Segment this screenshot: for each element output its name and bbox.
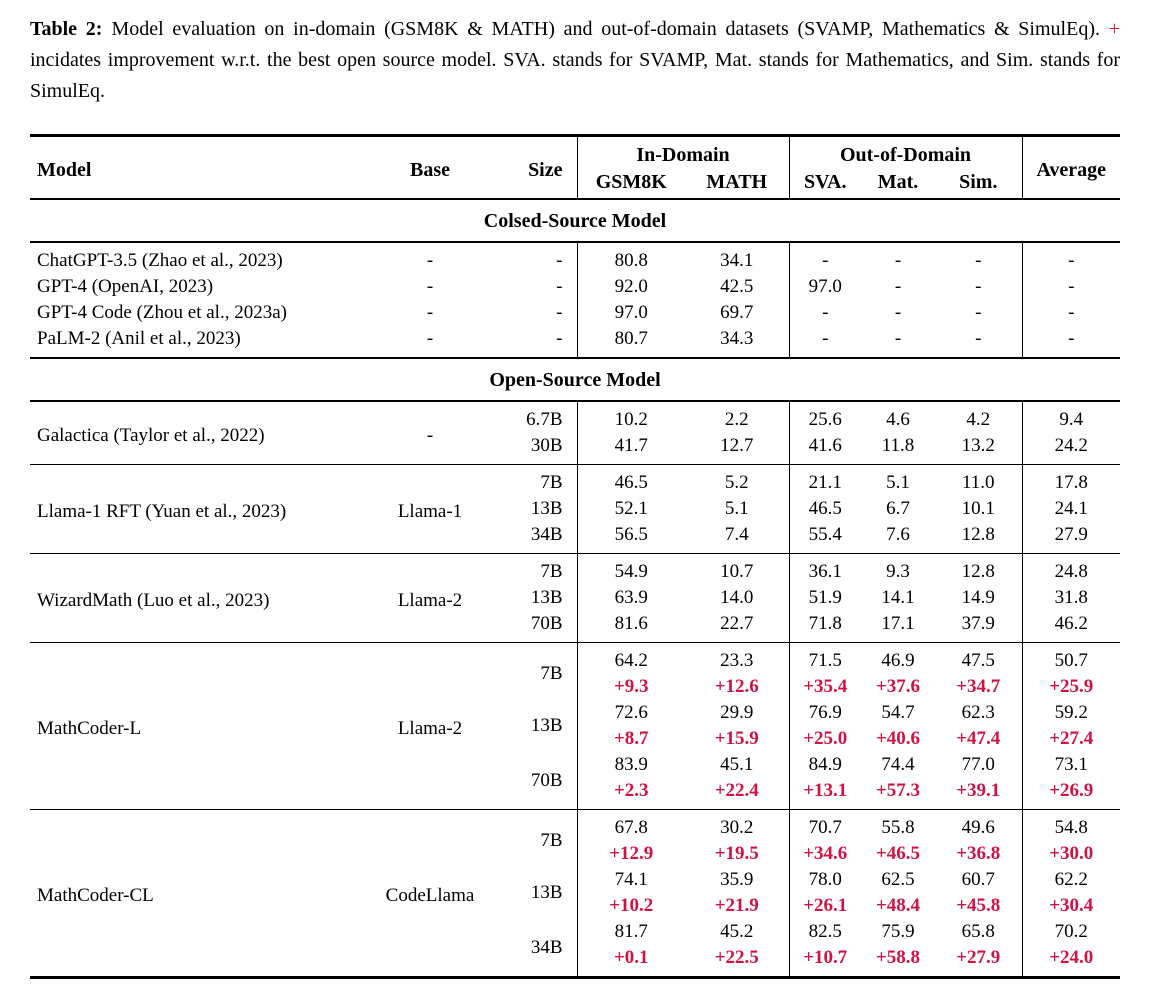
cell-value: 9.4 — [1059, 409, 1084, 430]
caption-plus-symbol: + — [1108, 18, 1120, 40]
cell-value: 70.7 — [808, 817, 842, 838]
cell-value: 24.8 — [1054, 561, 1088, 582]
cell-value: 45.2 — [685, 919, 789, 945]
cell-value: 59.2 — [1054, 702, 1088, 723]
cell-value: - — [935, 326, 1022, 357]
cell-base-model: - — [426, 424, 434, 446]
cell-value: 97.0 — [808, 276, 842, 297]
cell-size: - — [485, 243, 577, 274]
cell-value: 7.6 — [886, 524, 910, 545]
cell-delta: +21.9 — [685, 893, 789, 919]
table-caption — [30, 14, 1120, 107]
cell-size: - — [485, 274, 577, 300]
cell-value: 12.8 — [935, 522, 1022, 553]
cell-value: 7.4 — [685, 522, 789, 553]
cell-size: 70B — [485, 611, 577, 642]
cell-value: 34.3 — [685, 326, 789, 357]
cell-delta: +10.2 — [609, 895, 654, 916]
cell-value: 76.9 — [808, 702, 842, 723]
cell-value: 4.2 — [935, 402, 1022, 433]
cell-size: - — [485, 300, 577, 326]
col-header-gsm8k: GSM8K — [595, 170, 667, 193]
cell-delta: +10.7 — [803, 947, 848, 968]
cell-size: 7B — [485, 810, 577, 867]
cell-value: 5.1 — [685, 496, 789, 522]
table-row — [30, 465, 1120, 496]
cell-base-model: - — [426, 328, 434, 349]
cell-value: - — [822, 250, 829, 271]
cell-value: - — [935, 243, 1022, 274]
cell-value: - — [894, 328, 902, 349]
header-row-1 — [30, 137, 1120, 168]
cell-value: 54.9 — [614, 561, 648, 582]
cell-delta: +57.3 — [875, 780, 921, 801]
cell-value: 34.1 — [685, 243, 789, 274]
cell-value: 70.2 — [1054, 921, 1088, 942]
cell-delta: +22.5 — [685, 945, 789, 976]
cell-value: 9.3 — [886, 561, 910, 582]
table-row — [30, 810, 1120, 841]
cell-value: - — [822, 328, 829, 349]
cell-model-name: Galactica (Taylor et al., 2022) — [37, 424, 265, 446]
cell-delta: +35.4 — [803, 676, 848, 697]
cell-value: 56.5 — [614, 524, 648, 545]
cell-value: 14.0 — [685, 585, 789, 611]
cell-value: - — [894, 276, 902, 297]
cell-value: 4.6 — [886, 409, 910, 430]
cell-value: 47.5 — [935, 643, 1022, 674]
cell-base-model: - — [426, 250, 434, 271]
cell-value: - — [1068, 302, 1075, 323]
cell-delta: +2.3 — [613, 780, 649, 801]
cell-value: 55.4 — [808, 524, 842, 545]
cell-value: - — [1068, 328, 1075, 349]
cell-size: 30B — [485, 433, 577, 464]
cell-value: 75.9 — [881, 921, 915, 942]
cell-value: 82.5 — [808, 921, 842, 942]
col-header-model: Model — [37, 159, 92, 181]
cell-value: 41.6 — [808, 435, 842, 456]
cell-value: 80.8 — [614, 250, 648, 271]
cell-value: 46.9 — [881, 650, 915, 671]
cell-value: 50.7 — [1054, 650, 1088, 671]
cell-value: 65.8 — [935, 919, 1022, 945]
cell-value: - — [935, 300, 1022, 326]
cell-size: 13B — [485, 496, 577, 522]
cell-value: 60.7 — [935, 867, 1022, 893]
cell-model-name: MathCoder-CL — [37, 884, 154, 906]
cell-value: - — [822, 302, 829, 323]
cell-value: 74.4 — [881, 754, 915, 775]
cell-value: 83.9 — [614, 754, 648, 775]
section-title-row — [30, 200, 1120, 241]
cell-delta: +30.0 — [1049, 843, 1094, 864]
cell-value: 24.2 — [1054, 435, 1088, 456]
cell-delta: +22.4 — [685, 778, 789, 809]
cell-value: 46.2 — [1054, 613, 1088, 634]
cell-base-model: - — [426, 276, 434, 297]
cell-delta: +40.6 — [875, 728, 921, 749]
cell-delta: +8.7 — [613, 728, 649, 749]
cell-value: - — [1068, 250, 1075, 271]
cell-value: - — [894, 250, 902, 271]
table-row — [30, 300, 1120, 326]
cell-delta: +25.0 — [803, 728, 848, 749]
cell-value: 31.8 — [1054, 587, 1088, 608]
cell-model-name: GPT-4 Code (Zhou et al., 2023a) — [37, 302, 287, 323]
cell-value: 24.1 — [1054, 498, 1088, 519]
table-row — [30, 243, 1120, 274]
cell-value: 63.9 — [614, 587, 648, 608]
cell-value: 37.9 — [935, 611, 1022, 642]
cell-value: 78.0 — [808, 869, 842, 890]
col-header-sim: Sim. — [935, 168, 1022, 198]
cell-delta: +12.9 — [609, 843, 654, 864]
cell-value: 69.7 — [685, 300, 789, 326]
cell-size: - — [485, 326, 577, 357]
cell-model-name: MathCoder-L — [37, 717, 142, 739]
cell-value: 10.7 — [685, 554, 789, 585]
cell-size: 13B — [485, 585, 577, 611]
cell-value: 46.5 — [808, 498, 842, 519]
cell-delta: +12.6 — [685, 674, 789, 700]
cell-value: 92.0 — [614, 276, 648, 297]
cell-value: 64.2 — [614, 650, 648, 671]
cell-value: 80.7 — [614, 328, 648, 349]
cell-size: 7B — [485, 465, 577, 496]
cell-value: 46.5 — [614, 472, 648, 493]
cell-value: 45.1 — [685, 752, 789, 778]
cell-delta: +0.1 — [613, 947, 649, 968]
cell-value: 72.6 — [614, 702, 648, 723]
cell-value: 2.2 — [685, 402, 789, 433]
cell-delta: +9.3 — [613, 676, 649, 697]
cell-value: 13.2 — [935, 433, 1022, 464]
cell-delta: +37.6 — [875, 676, 921, 697]
cell-size: 34B — [485, 919, 577, 976]
section-title: Open-Source Model — [489, 368, 661, 391]
cell-value: 62.5 — [881, 869, 915, 890]
cell-delta: +58.8 — [875, 947, 921, 968]
cell-delta: +27.9 — [935, 945, 1022, 976]
cell-value: 35.9 — [685, 867, 789, 893]
cell-value: 6.7 — [886, 498, 910, 519]
table-row — [30, 554, 1120, 585]
cell-value: 11.0 — [935, 465, 1022, 496]
cell-value: 77.0 — [935, 752, 1022, 778]
col-header-math: MATH — [685, 168, 789, 198]
cell-value: 81.6 — [614, 613, 648, 634]
cell-model-name: Llama-1 RFT (Yuan et al., 2023) — [37, 500, 287, 522]
cell-value: 30.2 — [685, 810, 789, 841]
cell-delta: +46.5 — [875, 843, 921, 864]
table-row — [30, 326, 1120, 357]
cell-base-model: Llama-2 — [397, 589, 463, 611]
cell-value: 22.7 — [685, 611, 789, 642]
section-title-row — [30, 359, 1120, 400]
cell-delta: +36.8 — [935, 841, 1022, 867]
cell-value: 42.5 — [685, 274, 789, 300]
cell-value: 5.1 — [886, 472, 910, 493]
cell-delta: +24.0 — [1049, 947, 1094, 968]
cell-value: 49.6 — [935, 810, 1022, 841]
cell-value: - — [935, 274, 1022, 300]
cell-base-model: CodeLlama — [385, 884, 475, 906]
cell-value: 12.8 — [935, 554, 1022, 585]
cell-value: 73.1 — [1054, 754, 1088, 775]
rule-line — [30, 976, 1120, 979]
cell-base-model: Llama-2 — [397, 717, 463, 739]
cell-value: 21.1 — [808, 472, 842, 493]
cell-model-name: ChatGPT-3.5 (Zhao et al., 2023) — [37, 250, 283, 271]
cell-value: 14.1 — [881, 587, 915, 608]
table-row — [30, 402, 1120, 433]
col-header-out-of-domain: Out-of-Domain — [789, 137, 1022, 168]
cell-value: 27.9 — [1054, 524, 1088, 545]
cell-size: 6.7B — [485, 402, 577, 433]
horizontal-rule — [30, 976, 1120, 979]
cell-value: 11.8 — [881, 435, 915, 456]
cell-size: 13B — [485, 700, 577, 752]
cell-base-model: Llama-1 — [397, 500, 463, 522]
cell-value: 54.7 — [881, 702, 915, 723]
cell-delta: +13.1 — [803, 780, 848, 801]
cell-value: 74.1 — [614, 869, 648, 890]
cell-value: 97.0 — [614, 302, 648, 323]
cell-value: 17.1 — [881, 613, 915, 634]
cell-value: 54.8 — [1054, 817, 1088, 838]
col-header-sva: SVA. — [804, 170, 847, 193]
cell-value: 29.9 — [685, 700, 789, 726]
cell-value: 23.3 — [685, 643, 789, 674]
cell-size: 70B — [485, 752, 577, 809]
cell-value: - — [1068, 276, 1075, 297]
cell-delta: +15.9 — [685, 726, 789, 752]
cell-value: 81.7 — [614, 921, 648, 942]
section-title: Colsed-Source Model — [483, 209, 667, 232]
cell-value: 71.8 — [808, 613, 842, 634]
cell-value: 10.1 — [935, 496, 1022, 522]
caption-label: Table 2: — [30, 18, 103, 40]
cell-value: 14.9 — [935, 585, 1022, 611]
cell-value: 36.1 — [808, 561, 842, 582]
cell-base-model: - — [426, 302, 434, 323]
cell-value: 51.9 — [808, 587, 842, 608]
cell-value: 25.6 — [808, 409, 842, 430]
cell-size: 7B — [485, 554, 577, 585]
cell-delta: +27.4 — [1049, 728, 1094, 749]
cell-model-name: PaLM-2 (Anil et al., 2023) — [37, 328, 241, 349]
cell-delta: +48.4 — [875, 895, 921, 916]
col-header-size: Size — [485, 137, 577, 198]
cell-value: 41.7 — [614, 435, 648, 456]
cell-size: 13B — [485, 867, 577, 919]
cell-value: 71.5 — [808, 650, 842, 671]
cell-value: 84.9 — [808, 754, 842, 775]
cell-delta: +39.1 — [935, 778, 1022, 809]
cell-value: 67.8 — [614, 817, 648, 838]
cell-value: 62.2 — [1054, 869, 1088, 890]
col-header-average: Average — [1036, 159, 1107, 181]
col-header-mat: Mat. — [877, 170, 919, 193]
col-header-base: Base — [410, 159, 450, 181]
caption-text-before-plus: Model evaluation on in-domain (GSM8K & MATH) and out-of-domain datasets (SVAMP, Mathematics & SimulEq). — [111, 18, 1100, 40]
cell-model-name: GPT-4 (OpenAI, 2023) — [37, 276, 214, 297]
cell-size: 34B — [485, 522, 577, 553]
cell-value: 10.2 — [614, 409, 648, 430]
table-row — [30, 274, 1120, 300]
results-table — [30, 134, 1120, 979]
cell-delta: +47.4 — [935, 726, 1022, 752]
cell-delta: +26.9 — [1049, 780, 1094, 801]
cell-size: 7B — [485, 643, 577, 700]
cell-value: 17.8 — [1054, 472, 1088, 493]
cell-value: 5.2 — [685, 465, 789, 496]
col-header-in-domain: In-Domain — [577, 137, 789, 168]
table-row — [30, 643, 1120, 674]
cell-value: 55.8 — [881, 817, 915, 838]
cell-delta: +30.4 — [1049, 895, 1094, 916]
cell-value: 12.7 — [685, 433, 789, 464]
cell-model-name: WizardMath (Luo et al., 2023) — [37, 589, 270, 611]
cell-value: - — [894, 302, 902, 323]
cell-delta: +34.7 — [935, 674, 1022, 700]
cell-delta: +34.6 — [803, 843, 848, 864]
cell-value: 62.3 — [935, 700, 1022, 726]
cell-delta: +45.8 — [935, 893, 1022, 919]
caption-text-after-plus: incidates improvement w.r.t. the best open source model. SVA. stands for SVAMP, Mat. stands for Mathematics, and Sim. stands for SimulEq. — [30, 49, 1120, 102]
cell-delta: +26.1 — [803, 895, 848, 916]
cell-delta: +19.5 — [685, 841, 789, 867]
cell-delta: +25.9 — [1049, 676, 1094, 697]
cell-value: 52.1 — [614, 498, 648, 519]
